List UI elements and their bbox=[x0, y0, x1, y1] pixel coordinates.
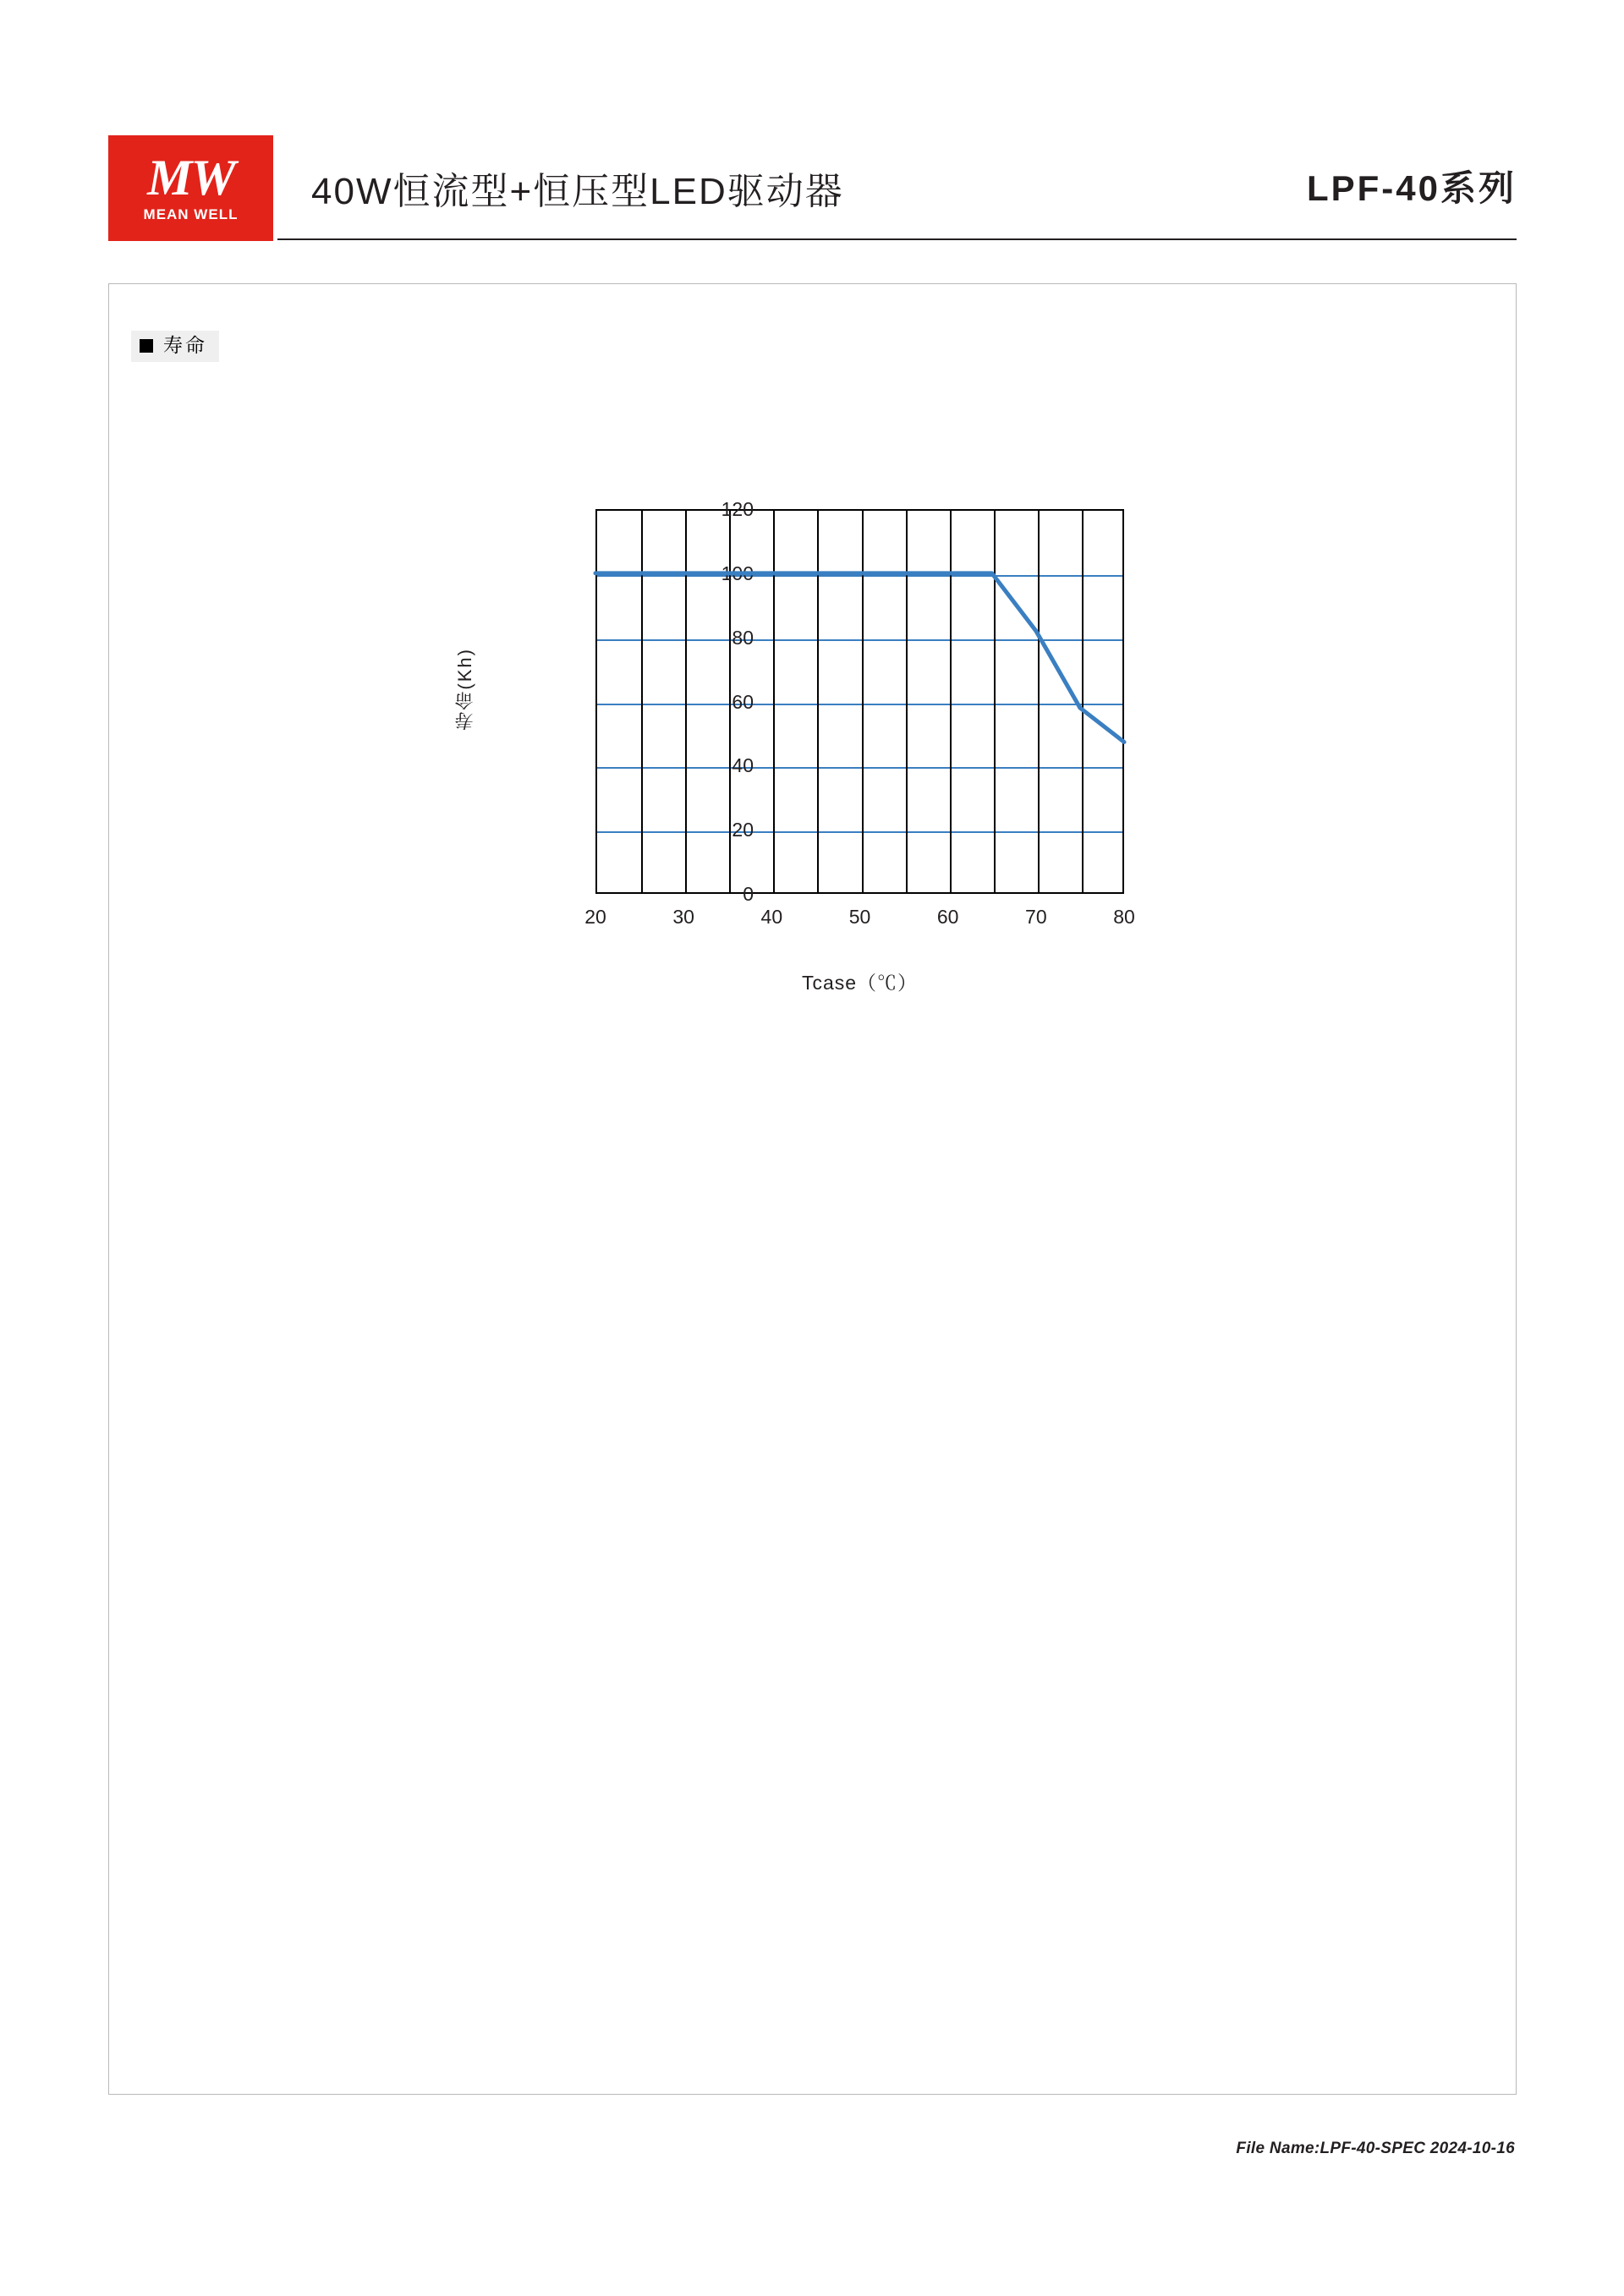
page-title: 40W恒流型+恒压型LED驱动器 bbox=[311, 171, 844, 212]
lifetime-chart bbox=[363, 479, 1293, 1037]
x-tick-30: 30 bbox=[672, 906, 694, 928]
page-header bbox=[108, 135, 1517, 241]
meanwell-logo bbox=[108, 135, 273, 241]
x-tick-40: 40 bbox=[760, 906, 783, 928]
content-frame bbox=[108, 283, 1517, 2095]
y-tick-120: 120 bbox=[721, 498, 754, 520]
series-title: LPF-40系列 bbox=[1306, 168, 1517, 208]
x-tick-20: 20 bbox=[584, 906, 606, 928]
y-tick-60: 60 bbox=[732, 690, 754, 713]
y-tick-20: 20 bbox=[732, 819, 754, 841]
x-tick-80: 80 bbox=[1113, 906, 1135, 928]
chart-x-axis-label: Tcase（℃） bbox=[801, 972, 919, 994]
x-tick-60: 60 bbox=[936, 906, 959, 928]
lifetime-curve bbox=[595, 509, 1124, 894]
y-tick-100: 100 bbox=[721, 562, 754, 584]
x-tick-50: 50 bbox=[848, 906, 871, 928]
x-tick-70: 70 bbox=[1025, 906, 1047, 928]
square-bullet-icon bbox=[140, 339, 153, 353]
y-tick-40: 40 bbox=[732, 754, 754, 777]
footer-filename: File Name:LPF-40-SPEC 2024-10-16 bbox=[1236, 2140, 1515, 2157]
logo-mark-text: MW bbox=[147, 149, 234, 205]
section-heading-label: 寿命 bbox=[163, 334, 207, 356]
header-divider bbox=[277, 238, 1517, 240]
y-tick-80: 80 bbox=[732, 626, 754, 649]
section-heading bbox=[131, 331, 219, 362]
chart-y-axis-label: 寿命(Kh) bbox=[454, 648, 475, 731]
logo-brand-text: MEAN WELL bbox=[143, 205, 239, 222]
y-tick-0: 0 bbox=[743, 883, 754, 905]
